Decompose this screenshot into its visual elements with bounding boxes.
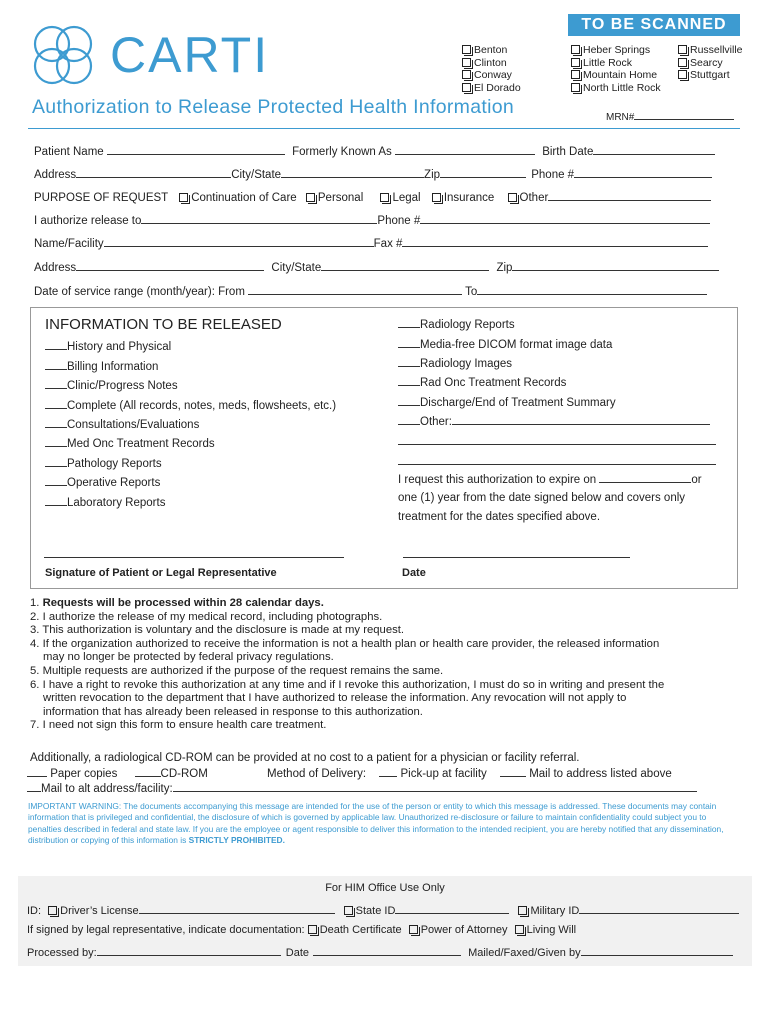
date-to-field[interactable] (477, 283, 707, 295)
checkbox-icon[interactable] (678, 45, 687, 54)
info-item[interactable]: History and Physical (45, 339, 171, 353)
expire-line-3: treatment for the dates specified above. (398, 511, 601, 523)
info-item[interactable]: Laboratory Reports (45, 495, 165, 509)
release-city-field[interactable] (321, 259, 489, 271)
date-from-field[interactable] (248, 283, 462, 295)
info-item[interactable]: Billing Information (45, 359, 158, 373)
patient-zip-field[interactable] (440, 166, 526, 178)
checkbox-icon[interactable] (462, 58, 471, 67)
location-item: Russellville (678, 44, 743, 57)
term-item-cont: may no longer be protected by federal privacy regulations. (43, 651, 334, 664)
mail-alt-field[interactable] (173, 781, 697, 792)
location-item: Mountain Home (571, 69, 661, 82)
location-item: Conway (462, 69, 521, 82)
info-item[interactable]: Pathology Reports (45, 456, 162, 470)
patient-name-field[interactable] (107, 143, 285, 155)
patient-phone-field[interactable] (574, 166, 712, 178)
mrn-field[interactable] (606, 110, 734, 123)
info-item[interactable]: Discharge/End of Treatment Summary (398, 395, 616, 409)
paper-copies-field[interactable] (27, 766, 47, 777)
location-item: Clinton (462, 57, 521, 70)
patient-address-row: Address City/State Zip Phone # (34, 166, 712, 181)
location-item: Stuttgart (678, 69, 743, 82)
mrn-label: MRN# (606, 112, 635, 123)
checkbox-icon[interactable] (678, 58, 687, 67)
formerly-known-field[interactable] (395, 143, 535, 155)
release-address-field[interactable] (76, 259, 264, 271)
checkbox-icon[interactable] (571, 58, 580, 67)
checkbox-icon[interactable] (462, 70, 471, 79)
important-warning: IMPORTANT WARNING: The documents accompanying this message are intended for the use of the person or entity to which this message is addressed. These documents may contain information that is privileged and confidential, the disclosure of which is governed by applicable law. Unauthorized re-disclosure or failure to maintain confidentiality could subject you to penalties described in federal and state law. If you are the employee or agent responsible to deliver this information to the intended recipient, you are hereby notified that any dissemination, distribution or copying of this information is STRICTLY PROHIBITED. (28, 801, 724, 845)
mail-listed-field[interactable] (500, 766, 526, 777)
info-item[interactable]: Operative Reports (45, 475, 160, 489)
locations-col-3 (678, 44, 743, 82)
checkbox-icon[interactable] (678, 70, 687, 79)
patient-name-row: Patient Name Formerly Known As Birth Date (34, 143, 715, 158)
purpose-other-field[interactable] (548, 189, 711, 201)
term-item: 6. I have a right to revoke this authorization at any time and if I revoke this authorization, I must do so in writing and present the (30, 678, 665, 691)
date-label: Date (402, 567, 426, 579)
checkbox-icon[interactable] (462, 83, 471, 92)
location-item: Benton (462, 44, 521, 57)
checkbox-military-id[interactable] (518, 906, 527, 915)
date-range-row: Date of service range (month/year): From To (34, 283, 707, 298)
checkbox-continuation[interactable] (179, 193, 188, 202)
date-line[interactable] (403, 557, 630, 558)
checkbox-icon[interactable] (571, 83, 580, 92)
term-item: 7. I need not sign this form to ensure health care treatment. (30, 719, 327, 732)
info-item-other[interactable]: Other: (398, 414, 710, 428)
name-facility-field[interactable] (104, 235, 374, 247)
signature-line[interactable] (44, 557, 344, 558)
checkbox-other[interactable] (508, 193, 517, 202)
military-id-field[interactable] (579, 903, 739, 914)
checkbox-death-certificate[interactable] (308, 925, 317, 934)
id-row: ID: Driver’s License State ID Military ID (27, 903, 739, 917)
checkbox-icon[interactable] (571, 45, 580, 54)
state-id-field[interactable] (395, 903, 509, 914)
term-item-cont: information that has already been released in response to this authorization. (43, 705, 423, 718)
processed-row: Processed by: Date Mailed/Faxed/Given by (27, 945, 733, 959)
checkbox-personal[interactable] (306, 193, 315, 202)
authorize-release-field[interactable] (141, 212, 377, 224)
release-fax-field[interactable] (402, 235, 708, 247)
to-be-scanned-banner: TO BE SCANNED (568, 14, 740, 36)
expire-line: I request this authorization to expire on or (398, 474, 702, 486)
other-line-3[interactable] (398, 464, 716, 465)
location-item: Little Rock (571, 57, 661, 70)
term-item: 1. Requests will be processed within 28 calendar days. (30, 597, 324, 609)
info-item[interactable]: Rad Onc Treatment Records (398, 375, 566, 389)
checkbox-legal[interactable] (380, 193, 389, 202)
carti-logo-mark-icon (26, 20, 106, 90)
term-item-cont: written revocation to the department that I have authorized to release the information. Any revocation will not apply to (43, 692, 627, 705)
checkbox-icon[interactable] (462, 45, 471, 54)
cd-rom-field[interactable] (135, 766, 161, 777)
expire-date-field[interactable] (599, 472, 691, 483)
other-line-2[interactable] (398, 444, 716, 445)
locations-col-2 (571, 44, 661, 94)
processed-by-field[interactable] (97, 945, 281, 956)
info-heading: INFORMATION TO BE RELEASED (45, 316, 282, 333)
info-item[interactable]: Radiology Reports (398, 317, 515, 331)
info-item[interactable]: Clinic/Progress Notes (45, 378, 178, 392)
name-facility-row: Name/Facility Fax # (34, 235, 708, 250)
drivers-license-field[interactable] (139, 903, 335, 914)
info-item[interactable]: Complete (All records, notes, meds, flowsheets, etc.) (45, 398, 336, 412)
purpose-row: PURPOSE OF REQUEST Continuation of Care Personal Legal Insurance Other (34, 189, 711, 204)
info-item[interactable]: Consultations/Evaluations (45, 417, 199, 431)
info-item[interactable]: Media-free DICOM format image data (398, 337, 612, 351)
info-item[interactable]: Med Onc Treatment Records (45, 436, 215, 450)
checkbox-insurance[interactable] (432, 193, 441, 202)
logo-wordmark: CARTI (110, 27, 270, 83)
release-address-row: Address City/State Zip (34, 259, 719, 274)
authorize-row: I authorize release to Phone # (34, 212, 710, 227)
header-divider (28, 128, 740, 129)
terms-list (30, 597, 740, 733)
checkbox-state-id[interactable] (344, 906, 353, 915)
checkbox-icon[interactable] (571, 70, 580, 79)
legal-rep-row: If signed by legal representative, indicate documentation: Death Certificate Power of Attorney Living Will (27, 924, 577, 936)
cdrom-intro: Additionally, a radiological CD-ROM can be provided at no cost to a patient for a physician or facility referral. (30, 752, 580, 764)
expire-line-2: one (1) year from the date signed below and covers only (398, 492, 686, 504)
mailed-by-field[interactable] (581, 945, 733, 956)
office-use-title: For HIM Office Use Only (325, 882, 445, 894)
term-item: 3. This authorization is voluntary and the disclosure is made at my request. (30, 624, 405, 637)
term-item: 5. Multiple requests are authorized if the purpose of the request remains the same. (30, 664, 444, 677)
birth-date-field[interactable] (593, 143, 715, 155)
term-item: 4. If the organization authorized to receive the information is not a health plan or health care provider, the released information (30, 637, 660, 650)
mail-alt-row: Mail to alt address/facility: (27, 781, 697, 795)
pickup-field[interactable] (379, 766, 397, 777)
patient-address-field[interactable] (76, 166, 231, 178)
locations-col-1 (462, 44, 521, 94)
term-item: 2. I authorize the release of my medical record, including photographs. (30, 610, 383, 623)
location-item: Searcy (678, 57, 743, 70)
checkbox-power-of-attorney[interactable] (409, 925, 418, 934)
release-phone-field[interactable] (420, 212, 710, 224)
carti-logo (26, 20, 270, 90)
location-item: El Dorado (462, 82, 521, 95)
form-title: Authorization to Release Protected Health Information (32, 96, 514, 118)
patient-city-field[interactable] (281, 166, 424, 178)
checkbox-drivers-license[interactable] (48, 906, 57, 915)
checkbox-living-will[interactable] (515, 925, 524, 934)
delivery-options-row: Paper copies CD-ROM Method of Delivery: Pick-up at facility Mail to address listed above (27, 766, 672, 780)
release-zip-field[interactable] (512, 259, 719, 271)
location-item: North Little Rock (571, 82, 661, 95)
location-item: Heber Springs (571, 44, 661, 57)
signature-label: Signature of Patient or Legal Representative (45, 567, 277, 579)
info-item[interactable]: Radiology Images (398, 356, 512, 370)
office-date-field[interactable] (313, 945, 461, 956)
